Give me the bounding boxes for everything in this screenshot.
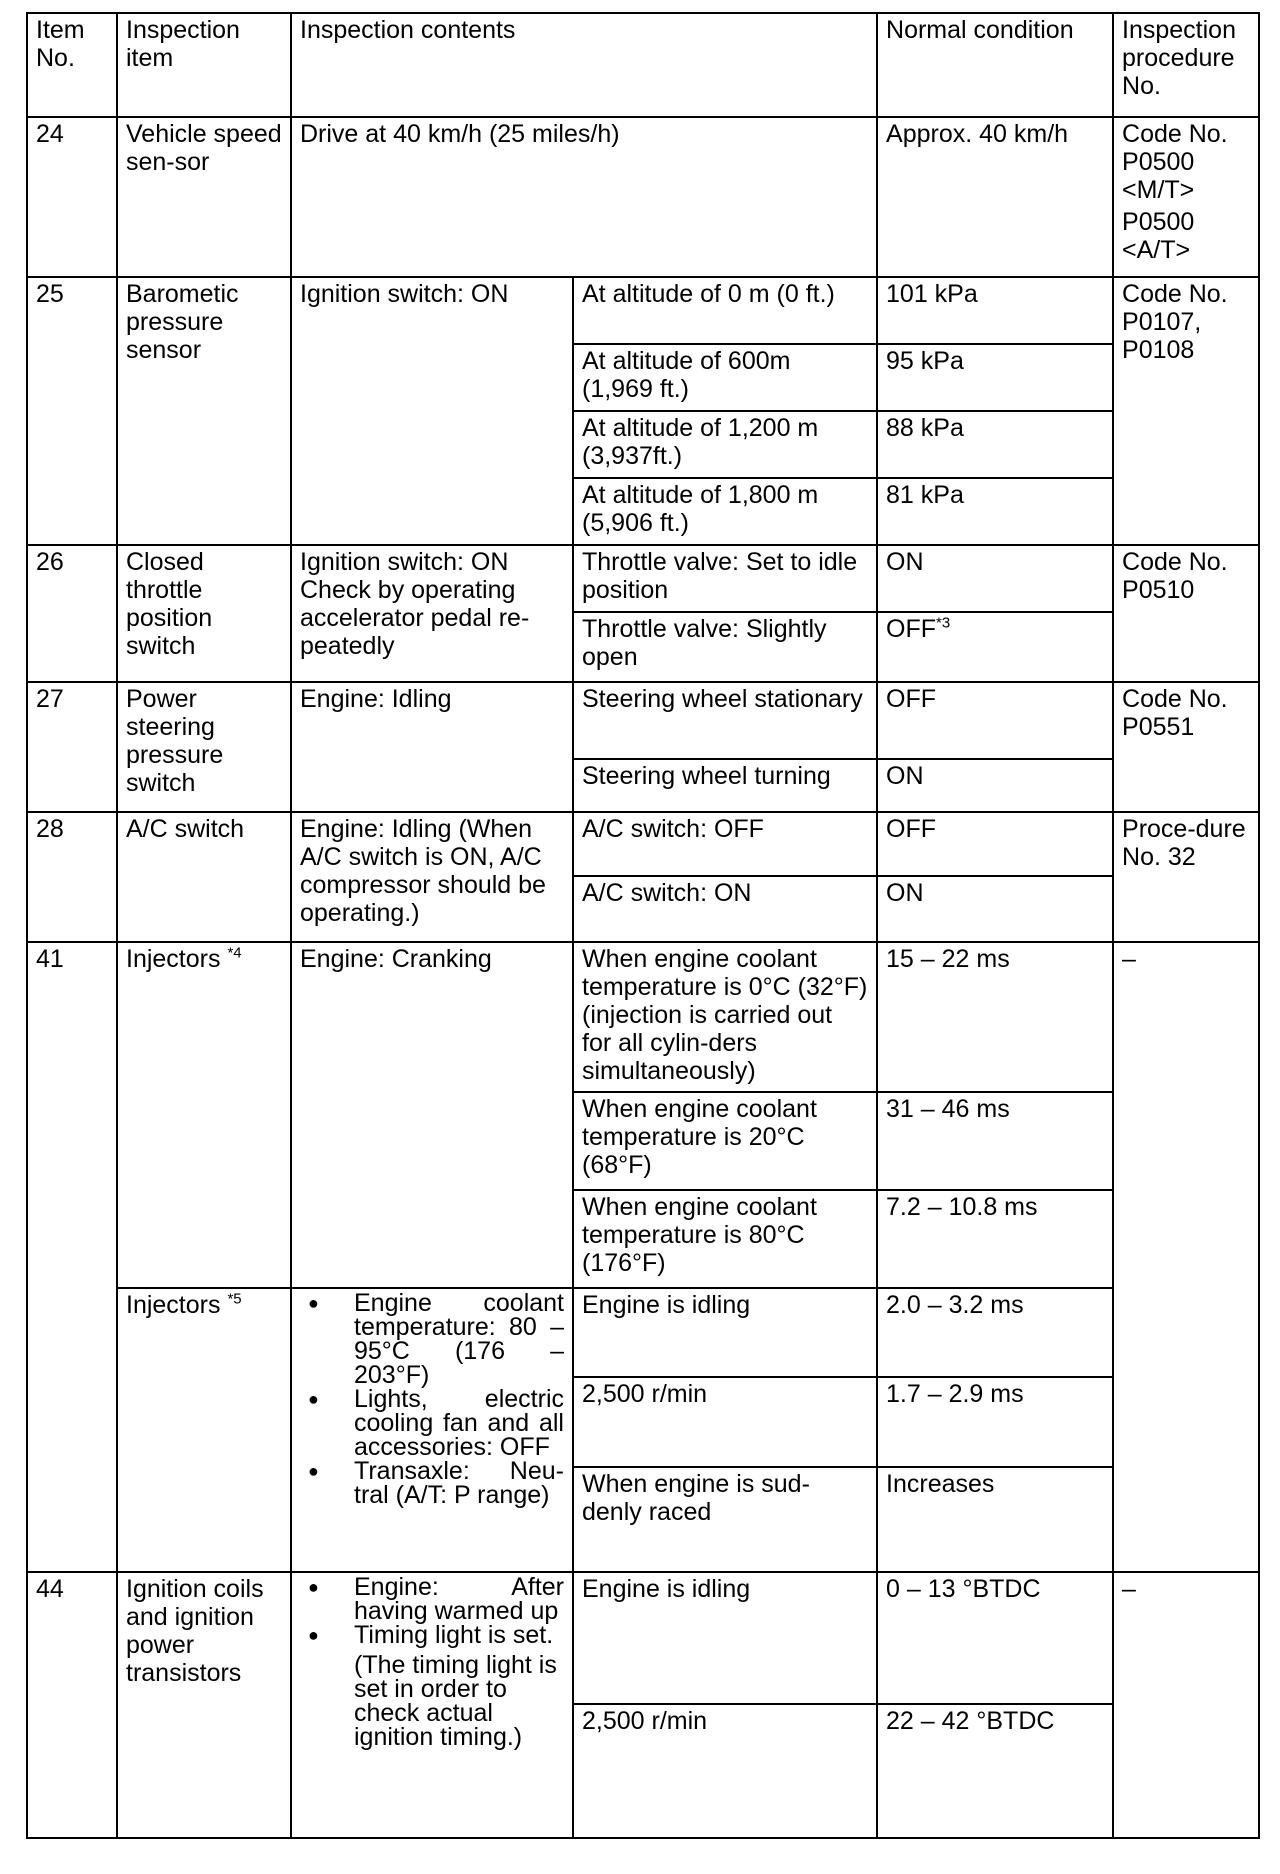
footnote-marker: *4 (227, 944, 242, 962)
inspection-contents-cell (291, 1288, 573, 1572)
normal-condition-cell: 2.0 – 3.2 ms (877, 1288, 1113, 1377)
normal-condition-cell: OFF (877, 812, 1113, 876)
inspection-contents-cell: Engine: Idling (291, 682, 573, 812)
condition-cell: Engine is idling (573, 1572, 877, 1704)
normal-condition-cell: OFF (877, 682, 1113, 759)
inspection-item-cell: Power steering pressure switch (117, 682, 291, 812)
procedure-cell: Code No. P0510 (1113, 545, 1259, 682)
conditions-list (300, 1291, 564, 1507)
condition-cell: Throttle valve: Set to idle position (573, 545, 877, 612)
condition-cell: Engine is idling (573, 1288, 877, 1377)
normal-condition-cell: 81 kPa (877, 478, 1113, 545)
condition-cell: When engine coolant temperature is 80°C (176°F) (573, 1190, 877, 1288)
list-item: ● Engine: After having warmed up (300, 1575, 564, 1623)
footnote-marker: *5 (227, 1290, 242, 1308)
condition-cell: At altitude of 600m (1,969 ft.) (573, 344, 877, 411)
table-row (27, 117, 1259, 277)
condition-cell: At altitude of 0 m (0 ft.) (573, 277, 877, 344)
inspection-item-cell: Closed throttle position switch (117, 545, 291, 682)
header-normal-condition: Normal condition (877, 13, 1113, 117)
header-item-no: Item No. (27, 13, 117, 117)
table-row (27, 1288, 1259, 1377)
list-item: ● Lights, electric cooling fan and all accessories: OFF (300, 1387, 564, 1459)
table-row (27, 1572, 1259, 1704)
condition-cell: Throttle valve: Slightly open (573, 612, 877, 682)
normal-condition-cell: 101 kPa (877, 277, 1113, 344)
inspection-contents-cell (291, 1572, 573, 1838)
inspection-item-cell: A/C switch (117, 812, 291, 942)
normal-condition-cell: ON (877, 759, 1113, 812)
normal-condition-cell: ON (877, 876, 1113, 942)
condition-cell: At altitude of 1,800 m (5,906 ft.) (573, 478, 877, 545)
item-no-cell: 27 (27, 682, 117, 812)
header-inspection-item: Inspection item (117, 13, 291, 117)
footnote-marker: *3 (936, 614, 951, 632)
inspection-contents-cell: Ignition switch: ON (291, 277, 573, 545)
inspection-item-cell (117, 942, 291, 1288)
condition-cell: A/C switch: OFF (573, 812, 877, 876)
procedure-cell: Proce-dure No. 32 (1113, 812, 1259, 942)
procedure-text: P0500 <A/T> (1122, 208, 1195, 264)
normal-condition-cell: 0 – 13 °BTDC (877, 1572, 1113, 1704)
condition-cell: 2,500 r/min (573, 1704, 877, 1838)
item-no-cell: 41 (27, 942, 117, 1572)
inspection-item-cell: Vehicle speed sen-sor (117, 117, 291, 277)
inspection-contents-cell: Ignition switch: ON Check by operating accelerator pedal re-peatedly (291, 545, 573, 682)
table-row (27, 545, 1259, 612)
condition-cell: When engine is sud-denly raced (573, 1467, 877, 1572)
procedure-cell: – (1113, 1572, 1259, 1838)
inspection-table (26, 12, 1260, 1839)
table-header-row (27, 13, 1259, 117)
table-row (27, 277, 1259, 344)
condition-cell: Steering wheel stationary (573, 682, 877, 759)
condition-cell: When engine coolant temperature is 0°C (32°F) (injection is carried out for all cylin-ders simultaneously) (573, 942, 877, 1092)
table-row (27, 812, 1259, 876)
normal-condition-cell: Increases (877, 1467, 1113, 1572)
procedure-cell: Code No. P0107, P0108 (1113, 277, 1259, 545)
normal-condition-cell: 1.7 – 2.9 ms (877, 1377, 1113, 1467)
condition-cell: A/C switch: ON (573, 876, 877, 942)
list-item: ● Transaxle: Neu-tral (A/T: P range) (300, 1459, 564, 1507)
normal-condition-cell: Approx. 40 km/h (877, 117, 1113, 277)
normal-condition-cell: 88 kPa (877, 411, 1113, 478)
inspection-item-cell: Barometic pressure sensor (117, 277, 291, 545)
table-row (27, 942, 1259, 1092)
normal-value: OFF (886, 615, 937, 643)
conditions-list (300, 1575, 564, 1647)
item-label: Injectors (126, 945, 221, 973)
procedure-cell: Code No. P0551 (1113, 682, 1259, 812)
item-no-cell: 26 (27, 545, 117, 682)
procedure-cell (1113, 117, 1259, 277)
procedure-text: Code No. P0500 <M/T> (1122, 120, 1228, 204)
normal-condition-cell: 22 – 42 °BTDC (877, 1704, 1113, 1838)
item-no-cell: 24 (27, 117, 117, 277)
inspection-page (26, 12, 1258, 1862)
inspection-contents-cell: Drive at 40 km/h (25 miles/h) (291, 117, 877, 277)
normal-condition-cell: 15 – 22 ms (877, 942, 1113, 1092)
item-no-cell: 25 (27, 277, 117, 545)
inspection-contents-cell: Engine: Cranking (291, 942, 573, 1288)
condition-cell: At altitude of 1,200 m (3,937ft.) (573, 411, 877, 478)
table-row (27, 682, 1259, 759)
inspection-item-cell: Ignition coils and ignition power transistors (117, 1572, 291, 1838)
inspection-item-cell (117, 1288, 291, 1572)
normal-condition-cell: 7.2 – 10.8 ms (877, 1190, 1113, 1288)
normal-condition-cell (877, 612, 1113, 682)
item-no-cell: 28 (27, 812, 117, 942)
condition-cell: 2,500 r/min (573, 1377, 877, 1467)
timing-light-note: (The timing light is set in order to check actual ignition timing.) (354, 1651, 557, 1751)
inspection-contents-cell: Engine: Idling (When A/C switch is ON, A/C compressor should be operating.) (291, 812, 573, 942)
item-label: Injectors (126, 1291, 221, 1319)
condition-cell: When engine coolant temperature is 20°C (68°F) (573, 1092, 877, 1190)
normal-condition-cell: 95 kPa (877, 344, 1113, 411)
normal-condition-cell: ON (877, 545, 1113, 612)
item-no-cell: 44 (27, 1572, 117, 1838)
header-procedure-no: Inspection procedure No. (1113, 13, 1259, 117)
header-inspection-contents: Inspection contents (291, 13, 877, 117)
list-item: ● Timing light is set. (300, 1623, 564, 1647)
normal-condition-cell: 31 – 46 ms (877, 1092, 1113, 1190)
list-item: ● Engine coolant temperature: 80 – 95°C (176 – 203°F) (300, 1291, 564, 1387)
procedure-cell: – (1113, 942, 1259, 1572)
condition-cell: Steering wheel turning (573, 759, 877, 812)
